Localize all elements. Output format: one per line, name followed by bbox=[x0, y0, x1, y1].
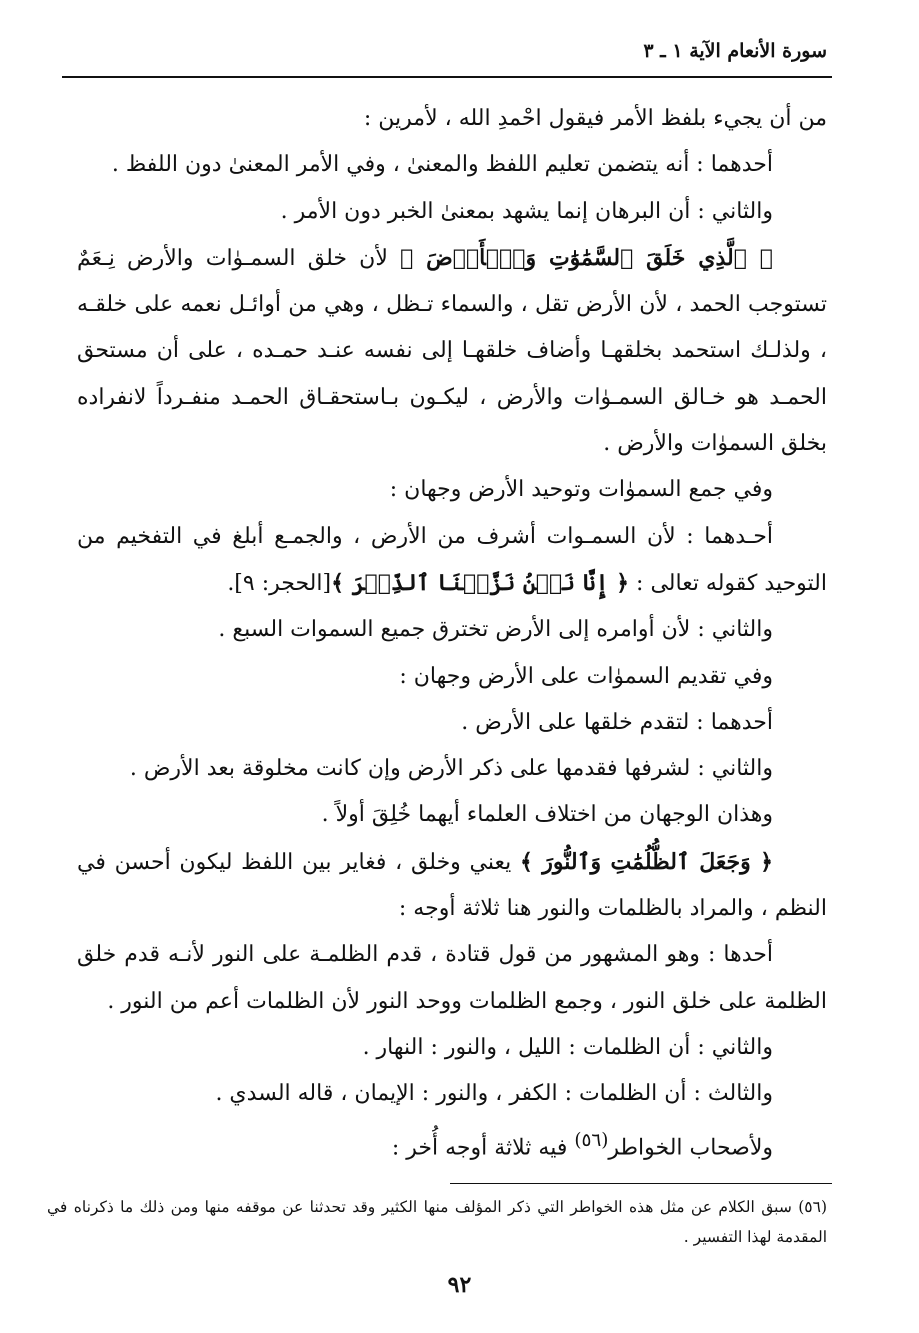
paragraph-text: ولأصحاب الخواطر bbox=[608, 1134, 773, 1160]
paragraph bbox=[77, 932, 827, 1025]
paragraph bbox=[77, 467, 827, 513]
footnote-divider bbox=[450, 1183, 832, 1184]
paragraph-text: لأن خلق السمـوٰات والأرض نِـعَمٌ تستوجب الحمد ، لأن الأرض تقل ، والسماء تـظل ، وهي من أوائـل نعمه على خلقـه ، ولذلـك استحمد بخلقهـا وأضاف خلقهـا إلى نفسه عنـد حمـده ، على أن مستحق الحمـد هو خـالق السمـوٰات والأرض ، ليكـون بـاستحقـاق الحمـد منفـرداً لانفراده بخلق السموٰات والأرض . bbox=[77, 245, 827, 457]
paragraph bbox=[77, 654, 827, 700]
quran-verse-quote: ﴿ ٱلَّذِي خَلَقَ ٱلسَّمَٰوَٰتِ وَٱلۡأَرۡضَ ﴾ bbox=[400, 244, 773, 271]
paragraph-text: أحدهما : أنه يتضمن تعليم اللفظ والمعنىٰ ، وفي الأمر المعنىٰ دون اللفظ . bbox=[111, 152, 773, 178]
paragraph bbox=[77, 1071, 827, 1117]
paragraph-text: والثاني : أن الظلمات : الليل ، والنور : النهار . bbox=[362, 1034, 773, 1060]
quran-verse-quote: ﴿ إِنَّا نَحۡنُ نَزَّلۡنَا ٱلذِّكۡرَ ﴾ bbox=[331, 569, 630, 596]
paragraph-text: والثالث : أن الظلمات : الكفر ، والنور : الإيمان ، قاله السدي . bbox=[215, 1081, 773, 1107]
paragraph bbox=[77, 235, 827, 467]
paragraph-text: فيه ثلاثة أوجه أُخر : bbox=[391, 1134, 575, 1160]
paragraph bbox=[77, 1118, 827, 1172]
paragraph-text: والثاني : لشرفها فقدمها على ذكر الأرض وإن كانت مخلوقة بعد الأرض . bbox=[129, 756, 773, 782]
paragraph-text: وفي جمع السموٰات وتوحيد الأرض وجهان : bbox=[389, 477, 773, 503]
paragraph-text: وفي تقديم السموٰات على الأرض وجهان : bbox=[399, 663, 773, 689]
paragraph-text: والثاني : أن البرهان إنما يشهد بمعنىٰ الخبر دون الأمر . bbox=[280, 198, 773, 224]
paragraph bbox=[77, 514, 827, 608]
body-text bbox=[77, 96, 827, 1171]
paragraph-text: يعني وخلق ، فغاير بين اللفظ ليكون أحسن في النظم ، والمراد بالظلمات والنور هنا ثلاثة أوجه : bbox=[77, 849, 827, 922]
quran-verse-quote: ﴿ وَجَعَلَ ٱلظُّلُمَٰتِ وَٱلنُّورَ ﴾ bbox=[520, 848, 773, 875]
verse-reference: [الحجر: ٩]. bbox=[227, 570, 332, 596]
paragraph bbox=[77, 142, 827, 188]
paragraph-text: والثاني : لأن أوامره إلى الأرض تخترق جميع السموات السبع . bbox=[218, 617, 773, 643]
paragraph-text: من أن يجيء بلفظ الأمر فيقول احْمدِ الله ، لأمرين : bbox=[363, 106, 827, 131]
paragraph bbox=[77, 792, 827, 838]
paragraph bbox=[77, 700, 827, 746]
header-divider bbox=[62, 76, 832, 78]
paragraph bbox=[77, 1025, 827, 1071]
paragraph-text: وهذان الوجهان من اختلاف العلماء أيهما خُلِقَ أولاً . bbox=[321, 802, 773, 828]
paragraph bbox=[77, 189, 827, 235]
paragraph-text: أحدهما : لتقدم خلقها على الأرض . bbox=[461, 709, 773, 735]
page-number: ٩٢ bbox=[447, 1272, 472, 1298]
paragraph-text: أحـدهما : لأن السمـوات أشرف من الأرض ، والجمـع أبلغ في التفخيم من التوحيد كقوله تعالى : bbox=[77, 523, 827, 596]
running-head: سورة الأنعام الآية ١ ـ ٣ bbox=[643, 40, 827, 62]
paragraph bbox=[77, 839, 827, 933]
paragraph-text: أحدها : وهو المشهور من قول قتادة ، قدم الظلمـة على النور لأنـه قدم خلق الظلمة على خلق النور ، وجمع الظلمات ووحد النور لأن الظلمات أعم من النور . bbox=[77, 942, 827, 1014]
paragraph bbox=[77, 746, 827, 792]
footnote-reference: (٥٦) bbox=[574, 1129, 609, 1151]
footnote: (٥٦) سبق الكلام عن مثل هذه الخواطر التي ذكر المؤلف منها الكثير وقد تحدثنا عن موقفه منها ومن ذلك ما ذكرناه في المقدمة لهذا التفسير . bbox=[47, 1198, 827, 1246]
paragraph bbox=[77, 96, 827, 142]
paragraph bbox=[77, 607, 827, 653]
